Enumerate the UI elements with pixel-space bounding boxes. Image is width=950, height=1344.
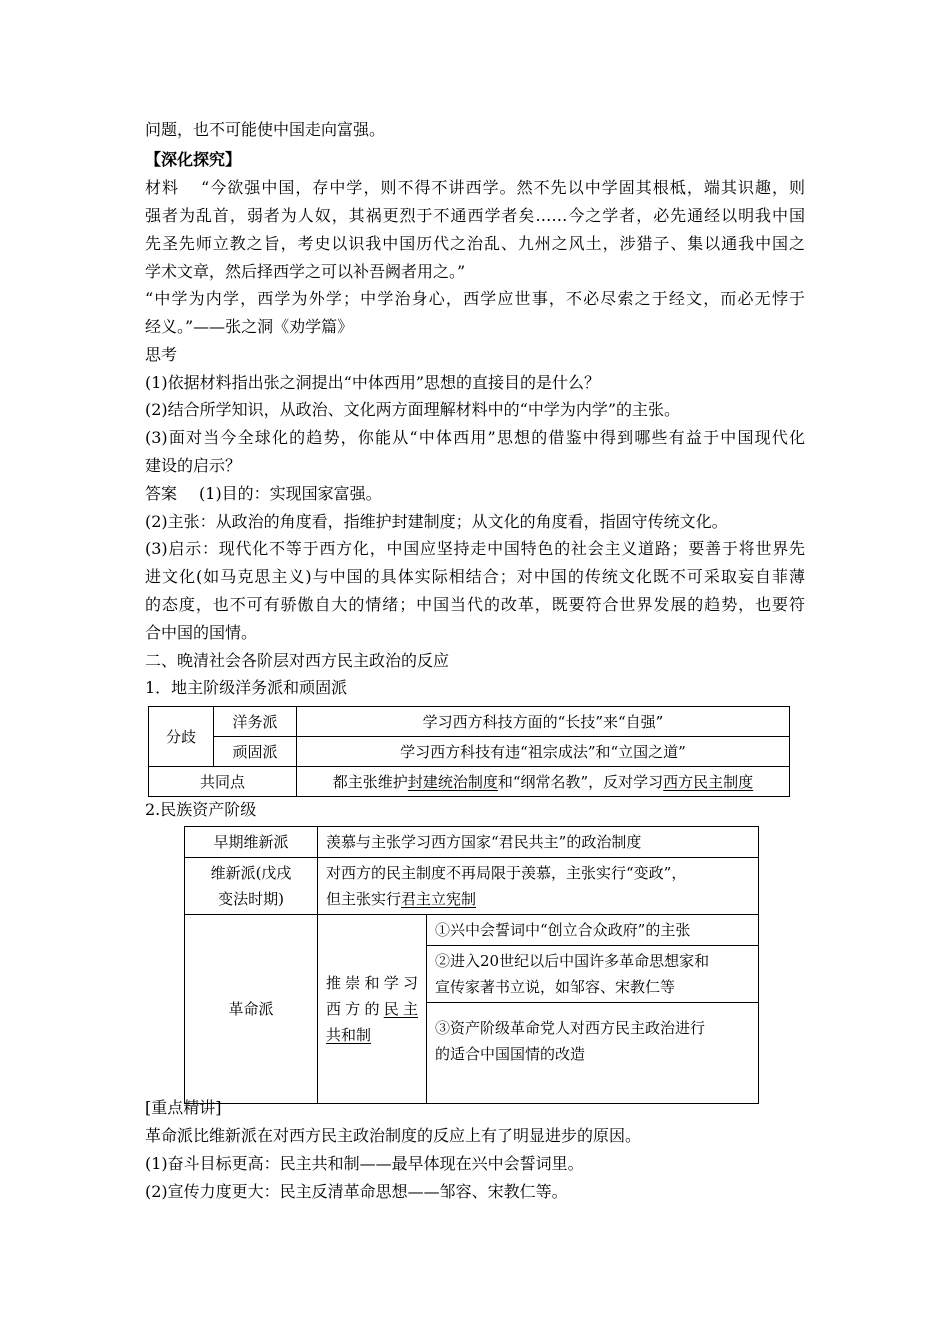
text-line: “中学为内学，西学为外学；中学治身心，西学应世事，不必尽索之于经文，而必无悖于 <box>145 289 805 308</box>
cell-geming-mid: 推崇和学习 西方的民主 共和制 <box>318 915 427 1104</box>
bourgeoisie-table <box>184 826 759 1104</box>
text-line: (2)宣传力度更大：民主反清革命思想——邹容、宋教仁等。 <box>145 1182 568 1201</box>
text-line: 的态度，也不可有骄傲自大的情绪；中国当代的改革，既要符合世界发展的趋势，也要符 <box>145 595 805 614</box>
cell-early: 早期维新派 <box>185 827 318 858</box>
cell-weixin: 维新派(戊戌 变法时期) <box>185 858 318 915</box>
text-line: 学术文章，然后择西学之可以补吾阙者用之。” <box>145 262 466 281</box>
text-line: 强者为乱首，弱者为人奴，其祸更烈于不通西学者矣……今之学者，必先通经以明我中国 <box>145 206 805 225</box>
text-line: (1)奋斗目标更高：民主共和制——最早体现在兴中会誓词里。 <box>145 1154 584 1173</box>
cell-gongtong-desc: 都主张维护封建统治制度和“纲常名教”，反对学习西方民主制度 <box>297 767 790 797</box>
text-line: 思考 <box>145 345 178 364</box>
answer-3: (3)启示：现代化不等于西方化，中国应坚持走中国特色的社会主义道路；要善于将世界先 <box>145 539 805 558</box>
text-line: 问题，也不可能使中国走向富强。 <box>145 120 386 139</box>
text-line: 合中国的国情。 <box>145 623 258 642</box>
text-line: 革命派比维新派在对西方民主政治制度的反应上有了明显进步的原因。 <box>145 1126 642 1145</box>
question-3: (3)面对当今全球化的趋势，你能从“中体西用”思想的借鉴中得到哪些有益于中国现代化 <box>145 428 805 447</box>
cell-wangu: 顽固派 <box>214 737 297 767</box>
landlord-class-table <box>148 706 790 797</box>
text-line: 进文化(如马克思主义)与中国的具体实际相结合；对中国的传统文化既不可采取妄自菲薄 <box>145 567 805 586</box>
question-2: (2)结合所学知识，从政治、文化两方面理解材料中的“中学为内学”的主张。 <box>145 400 681 419</box>
cell-point-1: ①兴中会誓词中“创立合众政府”的主张 <box>427 915 759 946</box>
cell-weixin-desc: 对西方的民主制度不再局限于羡慕，主张实行“变政”， 但主张实行君主立宪制 <box>318 858 759 915</box>
cell-point-3: ③资产阶级革命党人对西方民主政治进行 的适合中国国情的改造 <box>427 1003 759 1104</box>
section-heading: [重点精讲] <box>145 1098 222 1117</box>
subsection-title: 2.民族资产阶级 <box>145 800 257 819</box>
cell-yangwu: 洋务派 <box>214 707 297 737</box>
question-1: (1)依据材料指出张之洞提出“中体西用”思想的直接目的是什么？ <box>145 373 601 392</box>
answer-1: 答案 (1)目的：实现国家富强。 <box>145 484 382 503</box>
answer-2: (2)主张：从政治的角度看，指维护封建制度；从文化的角度看，指固守传统文化。 <box>145 512 728 531</box>
cell-geming: 革命派 <box>185 915 318 1104</box>
cell-early-desc: 羡慕与主张学习西方国家“君民共主”的政治制度 <box>318 827 759 858</box>
section-title: 二、晚清社会各阶层对西方民主政治的反应 <box>145 651 450 670</box>
section-heading: 【深化探究】 <box>145 150 242 169</box>
cell-point-2: ②进入20世纪以后中国许多革命思想家和 宣传家著书立说，如邹容、宋教仁等 <box>427 946 759 1003</box>
text-line: 材料 “今欲强中国，存中学，则不得不讲西学。然不先以中学固其根柢，端其识趣，则 <box>145 178 805 197</box>
cell-fenqi: 分歧 <box>149 707 214 767</box>
subsection-title: 1．地主阶级洋务派和顽固派 <box>145 678 348 697</box>
cell-gongtong: 共同点 <box>149 767 297 797</box>
text-line: 建设的启示？ <box>145 456 242 475</box>
cell-wangu-desc: 学习西方科技有违“祖宗成法”和“立国之道” <box>297 737 790 767</box>
cell-yangwu-desc: 学习西方科技方面的“长技”来“自强” <box>297 707 790 737</box>
text-line: 先圣先师立教之旨，考史以识我中国历代之治乱、九州之风土，涉猎子、集以通我中国之 <box>145 234 805 253</box>
text-line: 经义。”——张之洞《劝学篇》 <box>145 317 354 336</box>
